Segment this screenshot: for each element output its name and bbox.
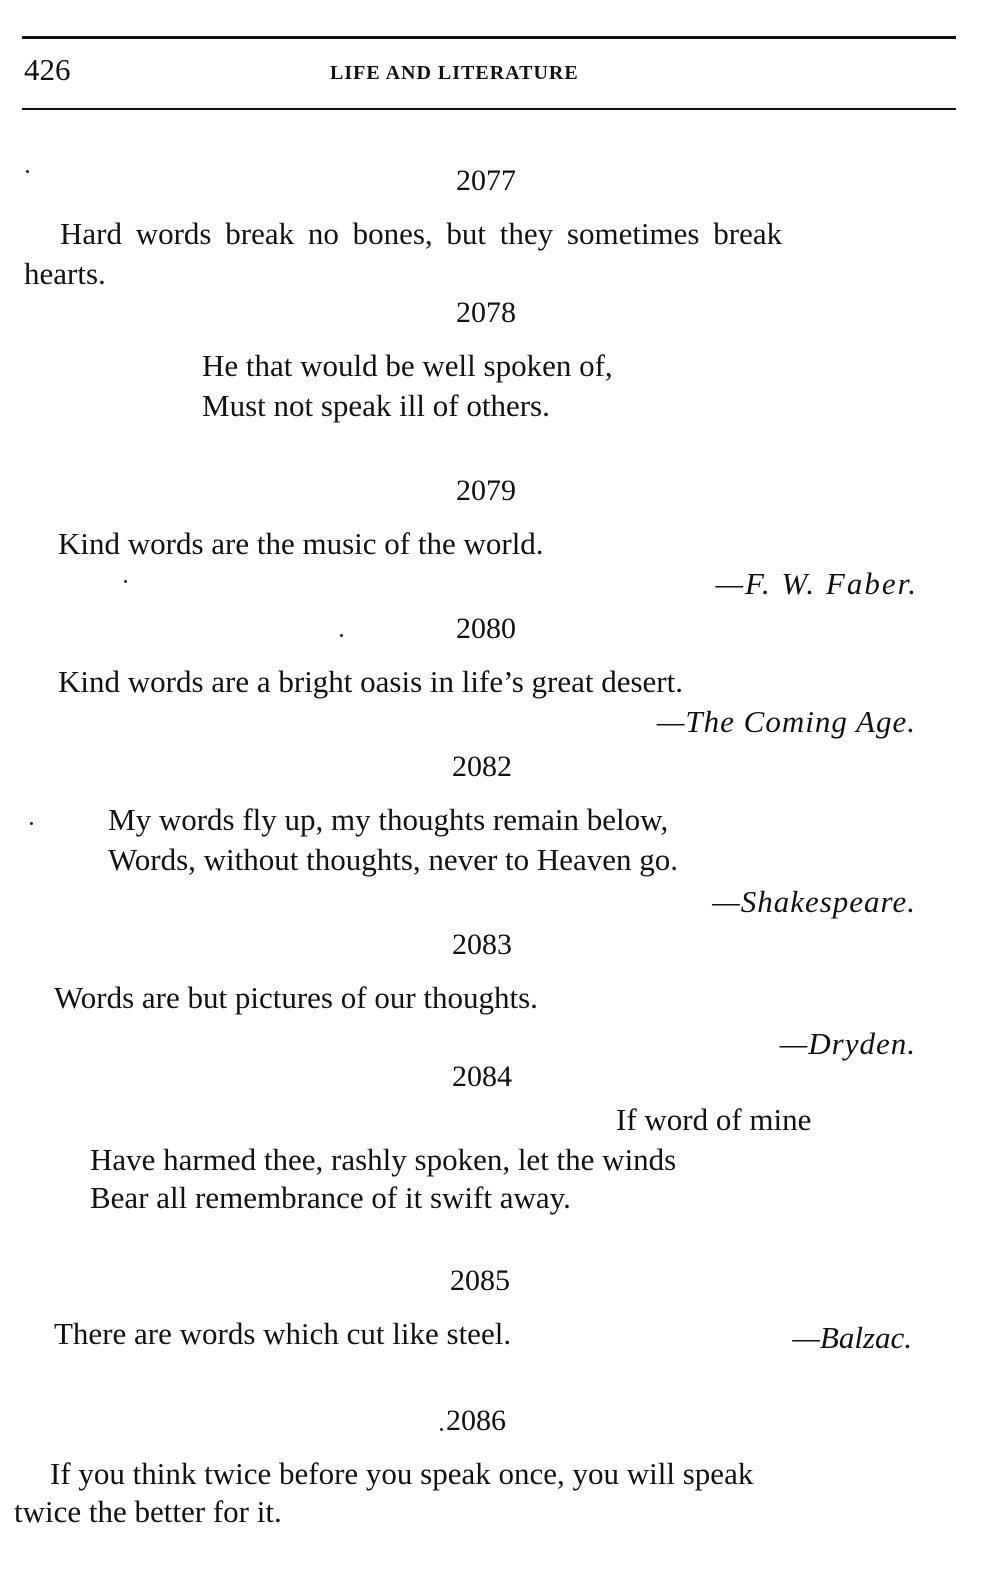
print-speck: [124, 580, 127, 583]
entry-line: If you think twice before you speak once, you will speak: [50, 1456, 754, 1491]
page-number: 426: [24, 52, 71, 87]
print-speck: [26, 170, 29, 173]
attribution: —Dryden.: [779, 1026, 916, 1061]
entry-line: Must not speak ill of others.: [202, 388, 550, 423]
entry-line: My words fly up, my thoughts remain below,: [108, 802, 669, 837]
entry-number: 2078: [456, 296, 516, 329]
entry-line: Hard words break no bones, but they sometimes break: [60, 216, 783, 251]
entry-line: If word of mine: [616, 1102, 812, 1137]
entry-number: 2084: [452, 1060, 512, 1093]
entry-line: hearts.: [24, 256, 106, 291]
entry-number: 2085: [450, 1264, 510, 1297]
attribution: —F. W. Faber.: [715, 566, 918, 601]
print-speck: [340, 634, 343, 637]
print-speck: [440, 1428, 443, 1431]
entry-line: Kind words are the music of the world.: [58, 526, 544, 561]
attribution: —Balzac.: [792, 1320, 912, 1355]
print-speck: [30, 822, 33, 825]
entry-number: 2080: [456, 612, 516, 645]
header-rule-bottom: [22, 108, 956, 110]
entry-number: 2082: [452, 750, 512, 783]
entry-number: 2077: [456, 164, 516, 197]
entry-line: There are words which cut like steel.: [54, 1316, 512, 1351]
entry-number: 2079: [456, 474, 516, 507]
attribution: —The Coming Age.: [656, 704, 916, 739]
entry-line: Kind words are a bright oasis in life’s great desert.: [58, 664, 683, 699]
running-title: LIFE AND LITERATURE: [330, 62, 579, 84]
entry-number: 2083: [452, 928, 512, 961]
header-rule-top: [22, 36, 956, 39]
entry-line: twice the better for it.: [14, 1494, 282, 1529]
entry-line: Words are but pictures of our thoughts.: [54, 980, 538, 1015]
entry-number: 2086: [446, 1404, 506, 1437]
entry-line: Words, without thoughts, never to Heaven go.: [108, 842, 679, 877]
attribution: —Shakespeare.: [712, 884, 916, 919]
entry-line: He that would be well spoken of,: [202, 348, 613, 383]
entry-line: Bear all remembrance of it swift away.: [90, 1180, 571, 1215]
entry-line: Have harmed thee, rashly spoken, let the winds: [90, 1142, 677, 1177]
